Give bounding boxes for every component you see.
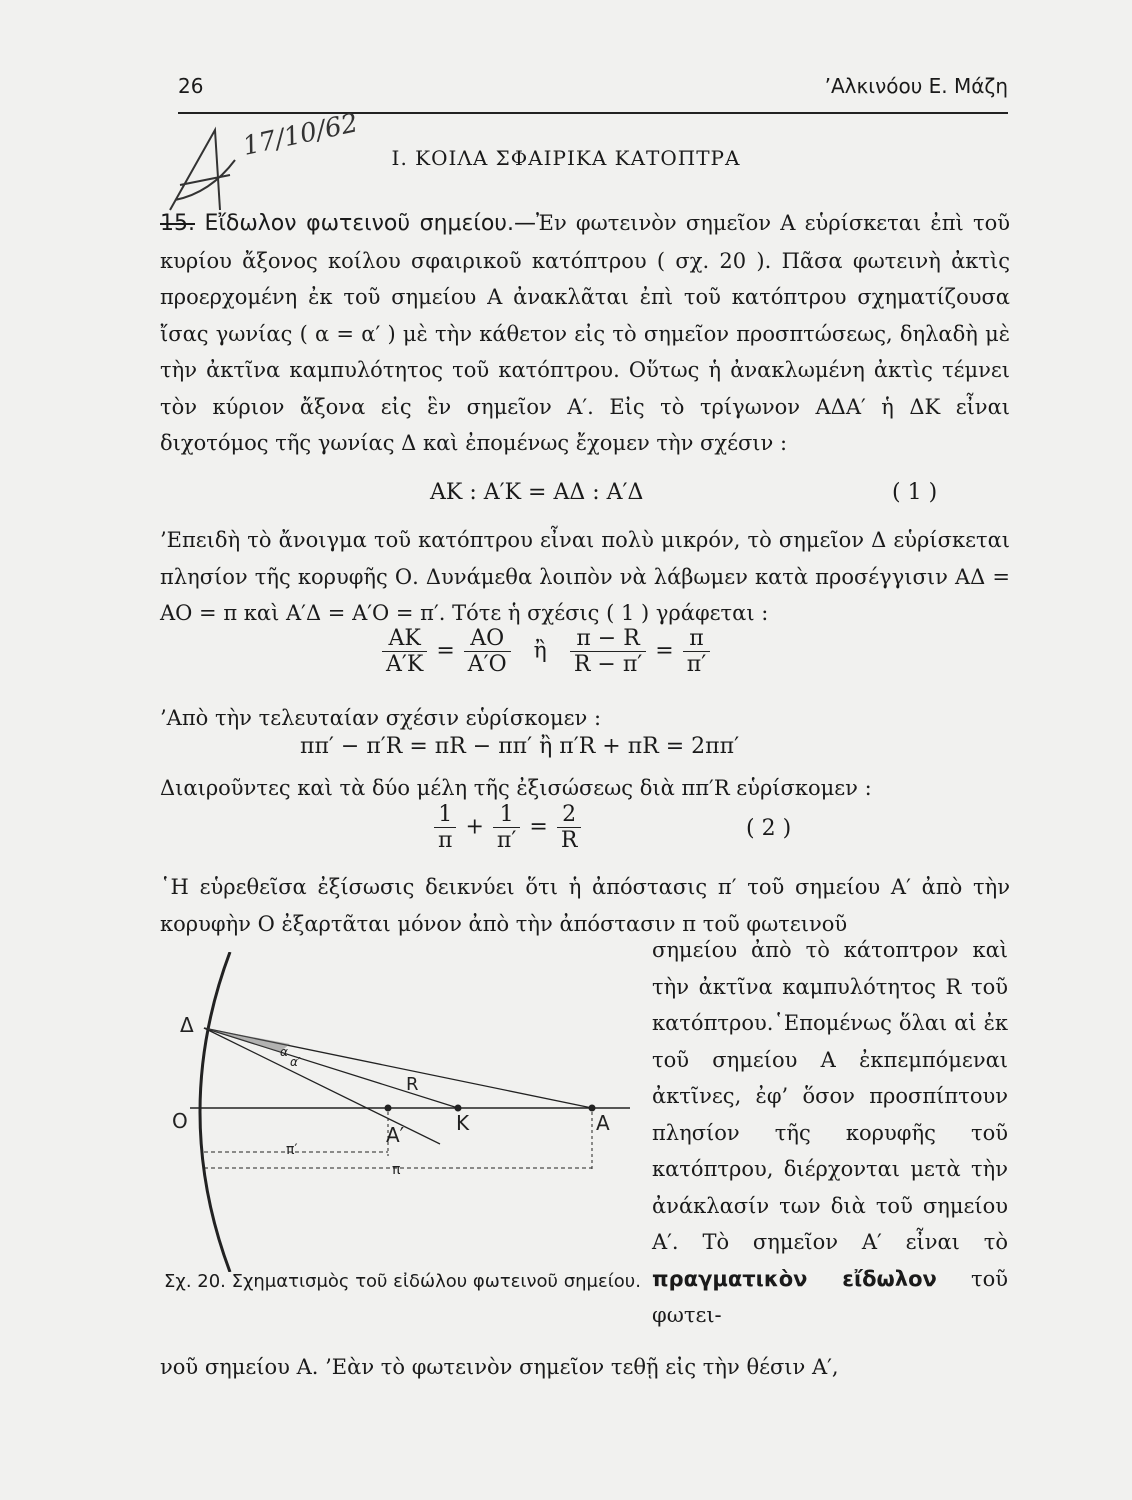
reflected-ray <box>204 1028 440 1144</box>
paragraph-5-wrapped: σημείου ἀπὸ τὸ κάτοπτρον καὶ τὴν ἀκτῖνα καμπυλότητος R τοῦ κατόπτρου.῾Επομένως ὅλαι αἱ ἐκ τοῦ σημείου Α ἐκπεμπόμεναι ἀκτῖνες, ἐφ’ ὅσον προσπίπτουν πλησίον τῆς κορυφῆς τοῦ κατόπτρου, διέρχονται μετὰ τὴν ἀνάκλασίν των διὰ τοῦ σημείου Α′. Τὸ σημεῖον Α′ εἶναι τὸ πραγματικὸν εἴδωλον τοῦ φωτει- <box>652 938 1008 1327</box>
equation-2-number: ( 2 ) <box>746 816 792 841</box>
paragraph-5: ῾Η εὑρεθεῖσα ἐξίσωσις δεικνύει ὅτι ἡ ἀπόστασις π′ τοῦ σημείου Α′ ἀπὸ τὴν κορυφὴν Ο ἐξαρτᾶται μόνον ἀπὸ τὴν ἀπόστασιν π τοῦ φωτεινοῦ <box>160 875 1010 936</box>
section-title: Ι. ΚΟΙΛΑ ΣΦΑΙΡΙΚΑ ΚΑΤΟΠΤΡΑ <box>391 146 741 170</box>
label-alpha: α <box>280 1045 288 1059</box>
label-Aprime: A′ <box>386 1123 405 1147</box>
label-R: R <box>406 1074 419 1095</box>
label-A: A <box>596 1111 610 1135</box>
page-number: 26 <box>178 74 204 98</box>
fraction-equation: $\frac{AK}{A'K}$ = $\frac{AO}{A'O}$ ἢ $\frac{\pi - R}{R - \pi'}$ = $\frac{\pi}{\pi'}$ <box>380 626 712 677</box>
figure-concave-mirror <box>160 952 640 1272</box>
bold-term: πραγματικὸν εἴδωλον <box>652 1266 937 1291</box>
label-pi: π <box>392 1162 401 1178</box>
fraction: $\frac{AO}{A'O}$ <box>464 626 511 677</box>
annotation-date: 17/10/62 <box>240 108 361 162</box>
paragraph-2: ’Επειδὴ τὸ ἄνοιγμα τοῦ κατόπτρου εἶναι πολὺ μικρόν, τὸ σημεῖον Δ εὑρίσκεται πλησίον τῆς κορυφῆς Ο. Δυνάμεθα λοιπὸν νὰ λάβωμεν κατὰ προσέγγισιν ΑΔ = ΑΟ = π καὶ Α′Δ = Α′Ο = π′. Τότε ἡ σχέσις ( 1 ) γράφεται : <box>160 528 1010 625</box>
paragraph-5-end: νοῦ σημείου Α. ’Εὰν τὸ φωτεινὸν σημεῖον τεθῇ εἰς τὴν θέσιν Α′, <box>160 1355 839 1379</box>
label-K: K <box>456 1111 470 1135</box>
fraction: $\frac{1}{\pi'}$ <box>493 802 520 853</box>
paragraph-3: ’Απὸ τὴν τελευταίαν σχέσιν εὑρίσκομεν : <box>160 706 602 730</box>
paragraph-4: Διαιροῦντες καὶ τὰ δύο μέλη τῆς ἐξισώσεως διὰ ππ′R εὑρίσκομεν : <box>160 776 872 800</box>
mirror-curve <box>200 952 230 1272</box>
label-D: Δ <box>180 1013 194 1037</box>
fraction: $\frac{\pi - R}{R - \pi'}$ <box>570 626 646 677</box>
running-head-author: ’Αλκινόου Ε. Μάζη <box>824 74 1008 98</box>
point-A <box>589 1105 596 1112</box>
paragraph-1 <box>160 205 1010 462</box>
fraction: $\frac{1}{\pi}$ <box>434 802 456 853</box>
subsection-heading: 15. Εἴδωλον φωτεινοῦ σημείου.— <box>160 211 537 236</box>
equation-1: ΑΚ : Α′Κ = ΑΔ : Α′Δ <box>430 480 644 505</box>
fraction: $\frac{\pi}{\pi'}$ <box>683 626 710 677</box>
label-pi-prime: π′ <box>286 1142 298 1158</box>
point-Aprime <box>385 1105 392 1112</box>
paragraph-1-body: Ἐν φωτεινὸν σημεῖον Α εὑρίσκεται ἐπὶ τοῦ κυρίου ἄξονος κοίλου σφαιρικοῦ κατόπτρου ( σχ. 20 ). Πᾶσα φωτεινὴ ἀκτὶς προερχομένη ἐκ τοῦ σημείου Α ἀνακλᾶται ἐπὶ τοῦ κατόπτρου σχηματίζουσα ἴσας γωνίας ( α = α′ ) μὲ τὴν κάθετον εἰς τὸ σημεῖον προσπτώσεως, δηλαδὴ μὲ τὴν ἀκτῖνα καμπυλότητος τοῦ κατόπτρου. Οὕτως ἡ ἀνακλωμένη ἀκτὶς τέμνει τὸν κύριον ἄξονα εἰς ἓν σημεῖον Α′. Εἰς τὸ τρίγωνον ΑΔΑ′ ἡ ΔΚ εἶναι διχοτόμος τῆς γωνίας Δ καὶ ἐπομένως ἔχομεν τὴν σχέσιν : <box>160 211 1010 455</box>
fraction: $\frac{AK}{A'K}$ <box>382 626 427 677</box>
shaded-angle <box>204 1028 290 1052</box>
equation-2: $\frac{1}{\pi}$ + $\frac{1}{\pi'}$ = $\frac{2}{R}$ <box>432 802 583 853</box>
equation-1-number: ( 1 ) <box>892 480 938 505</box>
label-O: O <box>172 1109 188 1133</box>
figure-caption: Σχ. 20. Σχηματισμὸς τοῦ εἰδώλου φωτεινοῦ σημείου. <box>164 1271 641 1292</box>
fraction: $\frac{2}{R}$ <box>557 802 582 853</box>
label-alpha-prime: α′ <box>290 1055 301 1069</box>
equation-3: ππ′ − π′R = πR − ππ′ ἢ π′R + πR = 2ππ′ <box>300 734 740 759</box>
